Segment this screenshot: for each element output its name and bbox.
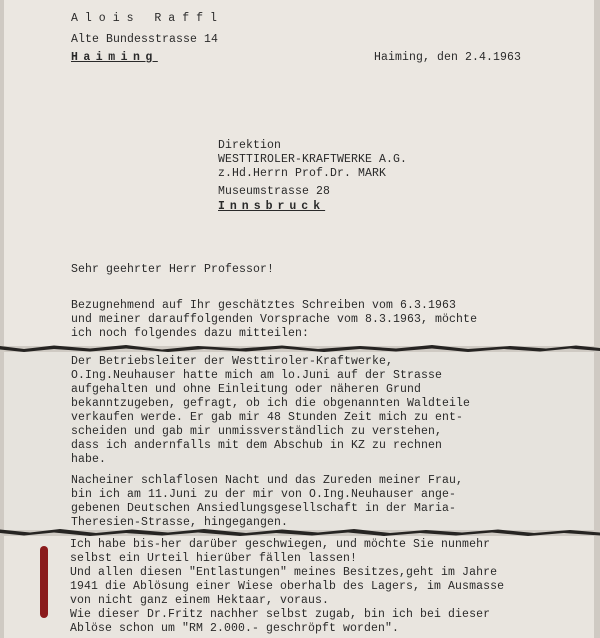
- paragraph-line: Ich habe bis-her darüber geschwiegen, und möchte Sie nunmehr: [70, 538, 491, 551]
- recipient-line: Museumstrasse 28: [218, 185, 331, 198]
- letter-excerpt-1: [4, 0, 594, 346]
- paragraph-line: bin ich am 11.Juni zu der mir von O.Ing.Neuhauser ange-: [71, 488, 457, 501]
- paragraph-line: Nacheiner schlaflosen Nacht und das Zureden meiner Frau,: [71, 474, 464, 487]
- intro-line: Bezugnehmend auf Ihr geschätztes Schreiben vom 6.3.1963: [71, 299, 457, 312]
- paragraph-line: bekanntzugeben, gefragt, ob ich die obgenannten Waldteile: [71, 397, 471, 410]
- paragraph-line: Theresien-Strasse, hingegangen.: [71, 516, 289, 529]
- paragraph-line: scheiden und gab mir unmissverständlich zu verstehen,: [71, 425, 443, 438]
- sender-city: Haiming: [71, 51, 158, 64]
- sender-name: Alois Raffl: [71, 12, 224, 25]
- paragraph-line: gebenen Deutschen Ansiedlungsgesellschaft in der Maria-: [71, 502, 457, 515]
- recipient-line: Direktion: [218, 139, 282, 152]
- salutation: Sehr geehrter Herr Professor!: [71, 263, 275, 276]
- paragraph-line: Und allen diesen "Entlastungen" meines Besitzes,geht im Jahre: [70, 566, 498, 579]
- intro-line: ich noch folgendes dazu mitteilen:: [71, 327, 310, 340]
- place-date: Haiming, den 2.4.1963: [374, 51, 522, 64]
- letter-excerpt-2: [4, 352, 594, 530]
- paragraph-line: verkaufen werde. Er gab mir 48 Stunden Zeit mich zu ent-: [71, 411, 464, 424]
- paragraph-line: Der Betriebsleiter der Westtiroler-Kraftwerke,: [71, 355, 394, 368]
- paragraph-line: dass ich andernfalls mit dem Abschub in KZ zu rechnen: [71, 439, 443, 452]
- highlight-marker: [40, 546, 48, 618]
- paragraph-line: aufgehalten und ohne Einleitung oder näheren Grund: [71, 383, 422, 396]
- paragraph-line: O.Ing.Neuhauser hatte mich am lo.Juni auf der Strasse: [71, 369, 443, 382]
- paragraph-line: habe.: [71, 453, 107, 466]
- paragraph-line: 1941 die Ablösung einer Wiese oberhalb des Lagers, im Ausmasse: [70, 580, 505, 593]
- sender-street: Alte Bundesstrasse 14: [71, 33, 219, 46]
- recipient-line: WESTTIROLER-KRAFTWERKE A.G.: [218, 153, 408, 166]
- recipient-city: Innsbruck: [218, 200, 326, 213]
- paragraph-line: selbst ein Urteil hierüber fällen lassen!: [70, 552, 358, 565]
- paragraph-line: Wie dieser Dr.Fritz nachher selbst zugab, bin ich bei dieser: [70, 608, 491, 621]
- intro-line: und meiner darauffolgenden Vorsprache vom 8.3.1963, möchte: [71, 313, 478, 326]
- paragraph-line: Ablöse schon um "RM 2.000.- geschröpft worden".: [70, 622, 400, 635]
- recipient-line: z.Hd.Herrn Prof.Dr. MARK: [218, 167, 387, 180]
- letter-excerpt-3: [4, 536, 594, 638]
- paragraph-line: von nicht ganz einem Hektaar, voraus.: [70, 594, 330, 607]
